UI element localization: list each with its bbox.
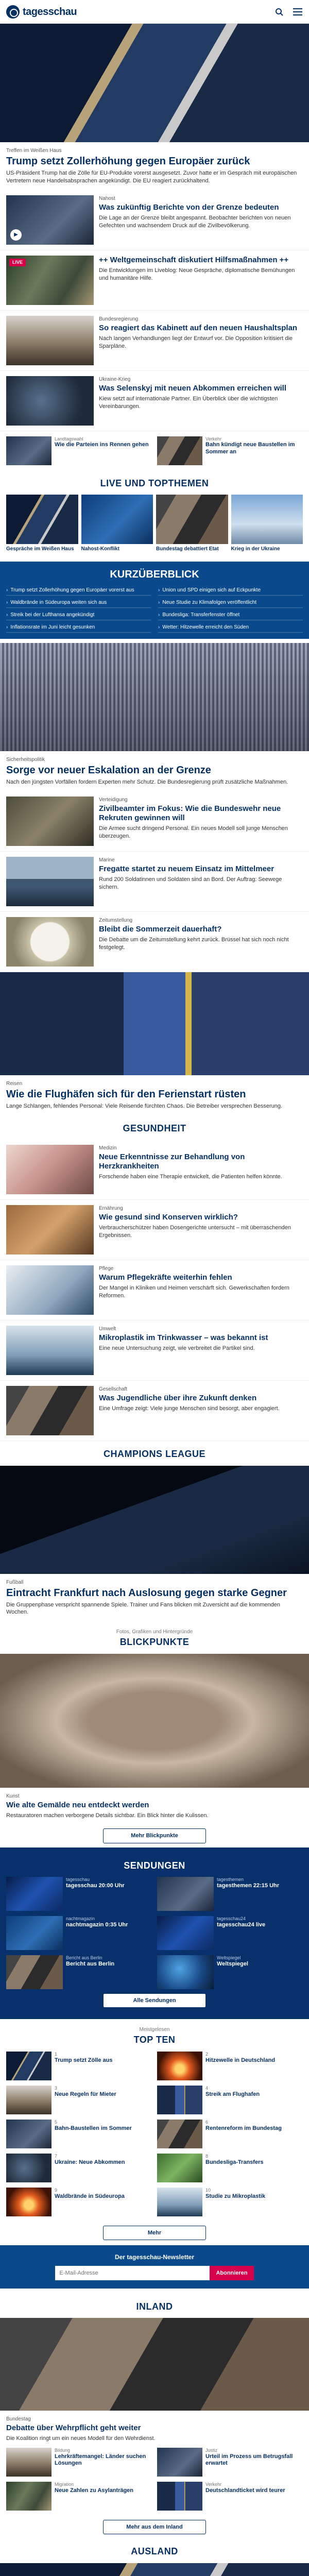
topten-item[interactable] bbox=[6, 2052, 152, 2080]
teaser-list-a bbox=[0, 190, 309, 470]
small-teaser[interactable] bbox=[157, 436, 303, 465]
sendung-item[interactable] bbox=[157, 1916, 303, 1950]
teaser-item[interactable] bbox=[0, 371, 309, 431]
feature-text: Lange Schlangen, fehlendes Personal: Viele Reisende fürchten Chaos. Die Betreiber versprechen Besserung. bbox=[6, 1103, 283, 1109]
teaser-text: Nach langen Verhandlungen liegt der Entwurf vor. Die Opposition kritisiert die Sparpläne. bbox=[99, 335, 293, 349]
topten-item[interactable] bbox=[6, 2188, 152, 2216]
topten-rank: 4 bbox=[205, 2085, 209, 2091]
topten-rank: 2 bbox=[205, 2051, 209, 2057]
blickpunkte-headline: Wie alte Gemälde neu entdeckt werden bbox=[6, 1800, 149, 1809]
teaser-item[interactable] bbox=[0, 791, 309, 852]
teaser-image bbox=[6, 195, 94, 245]
live-card[interactable] bbox=[231, 495, 303, 552]
logo[interactable] bbox=[6, 5, 77, 19]
teaser-headline: Bleibt die Sommerzeit dauerhaft? bbox=[99, 924, 222, 934]
feature-image bbox=[0, 643, 309, 751]
sendung-item[interactable] bbox=[6, 1916, 152, 1950]
section-title: KURZÜBERBLICK bbox=[110, 569, 199, 581]
topten-image bbox=[6, 2188, 52, 2216]
sendungen-section bbox=[0, 1848, 309, 2020]
hero-image bbox=[0, 24, 309, 142]
small-pair bbox=[0, 431, 309, 470]
sendung-item[interactable] bbox=[6, 1877, 152, 1911]
topten-image bbox=[6, 2154, 52, 2182]
teaser-headline: Fregatte startet zu neuem Einsatz im Mittelmeer bbox=[99, 864, 274, 873]
kurzueberblick-item[interactable]: › Inflationsrate im Juni leicht gesunken bbox=[6, 622, 151, 633]
teaser-item[interactable] bbox=[0, 852, 309, 912]
ausland-lead[interactable] bbox=[0, 2563, 309, 2576]
section-title: CHAMPIONS LEAGUE bbox=[103, 1449, 205, 1460]
section-title: BLICKPUNKTE bbox=[119, 1637, 190, 1648]
kurzueberblick-item[interactable]: › Neue Studie zu Klimafolgen veröffentlicht bbox=[158, 598, 303, 608]
inland-image bbox=[157, 2482, 202, 2511]
sendung-label: Bericht aus Berlin bbox=[66, 1961, 115, 1968]
teaser-topline: Zeitumstellung bbox=[99, 917, 133, 923]
play-icon: ▶ bbox=[10, 229, 22, 241]
topten-rank: 7 bbox=[55, 2153, 58, 2159]
live-card-image bbox=[231, 495, 303, 544]
teaser-topline: Nahost bbox=[99, 195, 115, 201]
live-card[interactable] bbox=[81, 495, 153, 552]
newsletter-subscribe-button[interactable]: Abonnieren bbox=[210, 2266, 253, 2280]
teaser-headline: Deutschlandticket wird teurer bbox=[205, 2487, 285, 2494]
teaser-headline: So reagiert das Kabinett auf den neuen Haushaltsplan bbox=[99, 323, 298, 332]
kurzueberblick-box bbox=[0, 562, 309, 639]
blickpunkte-section bbox=[0, 1621, 309, 1843]
teaser-topline: Bundesregierung bbox=[99, 316, 139, 322]
search-icon[interactable] bbox=[274, 7, 284, 17]
teaser-topline: Ernährung bbox=[99, 1206, 123, 1212]
teaser-headline: Zivilbeamter im Fokus: Wie die Bundeswehr neue Rekruten gewinnen will bbox=[99, 804, 281, 822]
teaser-image bbox=[6, 1265, 94, 1315]
feature-teaser[interactable] bbox=[0, 643, 309, 791]
teaser-text: Kiew setzt auf internationale Partner. Ein Überblick über die wichtigsten Vereinbarungen. bbox=[99, 395, 278, 410]
topten-label: Rentenreform im Bundestag bbox=[205, 2125, 282, 2131]
teaser-text: Die Koalition ringt um ein neues Modell für den Wehrdienst. bbox=[6, 2435, 156, 2442]
teaser-headline: Was Selenskyj mit neuen Abkommen erreichen will bbox=[99, 383, 287, 393]
feature-headline: Sorge vor neuer Eskalation an der Grenze bbox=[6, 765, 211, 776]
small-teaser-image bbox=[6, 436, 52, 465]
teaser-topline: Bildung bbox=[55, 2447, 71, 2453]
teaser-topline: Verkehr bbox=[205, 2481, 222, 2487]
topten-item[interactable] bbox=[157, 2188, 303, 2216]
small-teaser-topline: Verkehr bbox=[205, 436, 222, 442]
all-sendungen-button[interactable]: Alle Sendungen bbox=[103, 1993, 206, 2008]
ausland-section bbox=[0, 2538, 309, 2576]
newsletter-email-input[interactable] bbox=[55, 2266, 210, 2280]
teaser-topline: Umwelt bbox=[99, 1326, 116, 1332]
teaser-item[interactable] bbox=[0, 250, 309, 311]
inland-lead[interactable] bbox=[0, 2318, 309, 2448]
feature-headline: Wie die Flughäfen sich für den Ferienstart rüsten bbox=[6, 1088, 246, 1100]
topten-rank: 1 bbox=[55, 2051, 58, 2057]
teaser-headline: Neue Zahlen zu Asylanträgen bbox=[55, 2487, 134, 2494]
teaser-headline: Was Jugendliche über ihre Zukunft denken bbox=[99, 1394, 257, 1403]
live-card-label: Krieg in der Ukraine bbox=[231, 546, 280, 552]
teaser-topline: Justiz bbox=[205, 2447, 218, 2453]
more-blickpunkte-button[interactable]: Mehr Blickpunkte bbox=[103, 1828, 206, 1843]
section-title: SENDUNGEN bbox=[124, 1860, 185, 1871]
sendung-image bbox=[6, 1916, 63, 1950]
sendung-label: tagesthemen 22:15 Uhr bbox=[217, 1883, 280, 1889]
teaser-text: Eine neue Untersuchung zeigt, wie verbreitet die Partikel sind. bbox=[99, 1345, 255, 1352]
blickpunkte-image bbox=[0, 1654, 309, 1788]
sendung-item[interactable] bbox=[6, 1955, 152, 1989]
topten-rank: 3 bbox=[55, 2085, 58, 2091]
small-teaser-topline: Landtagswahl bbox=[55, 436, 83, 442]
teaser-headline: Warum Pflegekräfte weiterhin fehlen bbox=[99, 1273, 232, 1282]
sendung-image bbox=[157, 1916, 214, 1950]
topten-section bbox=[0, 2019, 309, 2240]
inland-item[interactable] bbox=[157, 2448, 303, 2477]
topten-label: Ukraine: Neue Abkommen bbox=[55, 2159, 125, 2165]
live-card-label: Gespräche im Weißen Haus bbox=[6, 546, 74, 552]
champions-text: Die Gruppenphase verspricht spannende Spiele. Trainer und Fans blicken mit Zuversicht auf die kommenden Wochen. bbox=[6, 1601, 280, 1616]
feature-topline: Reisen bbox=[6, 1080, 23, 1087]
teaser-text: Forschende haben eine Therapie entwickelt, die Patienten helfen könnte. bbox=[99, 1174, 282, 1180]
inland-image bbox=[6, 2448, 52, 2477]
teaser-text: Der Mangel in Kliniken und Heimen verschärft sich. Gewerkschaften fordern Reformen. bbox=[99, 1285, 289, 1299]
teaser-topline: Migration bbox=[55, 2481, 74, 2487]
teaser-headline: Urteil im Prozess um Betrugsfall erwartet bbox=[205, 2453, 293, 2466]
teaser-headline: ++ Weltgemeinschaft diskutiert Hilfsmaßnahmen ++ bbox=[99, 255, 289, 264]
inland-item[interactable] bbox=[6, 2448, 152, 2477]
live-card-image bbox=[81, 495, 153, 544]
topten-label: Hitzewelle in Deutschland bbox=[205, 2057, 276, 2063]
teaser-item[interactable] bbox=[0, 1140, 309, 1200]
teaser-image bbox=[6, 316, 94, 365]
topten-item[interactable] bbox=[157, 2086, 303, 2114]
champions-teaser[interactable] bbox=[0, 1466, 309, 1622]
blickpunkte-teaser[interactable] bbox=[0, 1654, 309, 1825]
topten-item[interactable] bbox=[157, 2052, 303, 2080]
teaser-text: Die Debatte um die Zeitumstellung kehrt zurück. Brüssel hat sich noch nicht festgelegt. bbox=[99, 936, 289, 951]
ausland-lead-image bbox=[0, 2563, 309, 2576]
teaser-image bbox=[6, 376, 94, 426]
sendung-item[interactable] bbox=[157, 1955, 303, 1989]
teaser-headline: Wie gesund sind Konserven wirklich? bbox=[99, 1213, 238, 1222]
feature-image bbox=[0, 972, 309, 1075]
topten-image bbox=[157, 2052, 202, 2080]
topten-rank: 8 bbox=[205, 2153, 209, 2159]
teaser-item[interactable] bbox=[0, 311, 309, 371]
live-card-label: Nahost-Konflikt bbox=[81, 546, 119, 552]
topten-item[interactable] bbox=[6, 2120, 152, 2148]
feature-text: Nach den jüngsten Vorfällen fordern Experten mehr Schutz. Die Bundesregierung prüft zusätzliche Maßnahmen. bbox=[6, 779, 288, 786]
sendung-image bbox=[157, 1877, 214, 1911]
sendung-sub: tagesschau24 bbox=[217, 1916, 246, 1922]
teaser-text: Rund 200 Soldatinnen und Soldaten sind an Bord. Der Auftrag: Seewege sichern. bbox=[99, 876, 282, 890]
topten-image bbox=[6, 2086, 52, 2114]
sendung-image bbox=[157, 1955, 214, 1989]
teaser-headline: Neue Erkenntnisse zur Behandlung von Herzkrankheiten bbox=[99, 1153, 245, 1171]
more-topten-button[interactable]: Mehr bbox=[103, 2226, 206, 2240]
hero-headline: Trump setzt Zollerhöhung gegen Europäer zurück bbox=[6, 156, 250, 167]
champions-section bbox=[0, 1441, 309, 1621]
teaser-topline: Gesellschaft bbox=[99, 1386, 128, 1393]
topten-label: Bundesliga-Transfers bbox=[205, 2159, 264, 2165]
champions-headline: Eintracht Frankfurt nach Auslosung gegen starke Gegner bbox=[6, 1587, 287, 1599]
topten-rank: 9 bbox=[55, 2187, 58, 2193]
teaser-image bbox=[6, 857, 94, 906]
teaser-image bbox=[6, 1326, 94, 1375]
topten-item[interactable] bbox=[6, 2086, 152, 2114]
teaser-headline: Was zukünftig Berichte von der Grenze bedeuten bbox=[99, 202, 279, 212]
live-badge: LIVE bbox=[9, 259, 26, 267]
topten-label: Waldbrände in Südeuropa bbox=[55, 2193, 125, 2199]
teaser-topline: Marine bbox=[99, 857, 115, 863]
header bbox=[0, 0, 309, 24]
topten-label: Trump setzt Zölle aus bbox=[55, 2057, 113, 2063]
topten-image bbox=[157, 2154, 202, 2182]
more-inland-button[interactable]: Mehr aus dem Inland bbox=[103, 2520, 206, 2534]
gesundheit-section bbox=[0, 1115, 309, 1441]
topten-image bbox=[157, 2086, 202, 2114]
teaser-image bbox=[6, 1386, 94, 1435]
topten-item[interactable] bbox=[6, 2154, 152, 2182]
kurzueberblick-item[interactable]: › Bundesliga: Transferfenster öffnet bbox=[158, 610, 303, 620]
blickpunkte-topline: Kunst bbox=[6, 1793, 20, 1799]
feature-topline: Sicherheitspolitik bbox=[6, 757, 45, 763]
inland-image bbox=[6, 2482, 52, 2511]
newsletter-box bbox=[0, 2245, 309, 2289]
teaser-topline: Pflege bbox=[99, 1266, 114, 1272]
header-actions bbox=[274, 7, 303, 17]
sendung-label: Weltspiegel bbox=[217, 1961, 248, 1968]
topten-label: Studie zu Mikroplastik bbox=[205, 2193, 266, 2199]
teaser-image bbox=[6, 1205, 94, 1255]
small-teaser-headline: Bahn kündigt neue Baustellen im Sommer an bbox=[205, 442, 295, 455]
teaser-item[interactable] bbox=[0, 1381, 309, 1441]
sendung-sub: tagesthemen bbox=[217, 1877, 244, 1883]
sendung-label: tagesschau 20:00 Uhr bbox=[66, 1883, 125, 1889]
teaser-headline: Lehrkräftemangel: Länder suchen Lösungen bbox=[55, 2453, 146, 2466]
teaser-text: Die Lage an der Grenze bleibt angespannt. Beobachter berichten von neuen Gefechten und wachsendem Druck auf die Zivilbevölkerung. bbox=[99, 214, 291, 229]
topten-rank: 10 bbox=[205, 2187, 211, 2193]
newsletter-title: Der tagesschau-Newsletter bbox=[114, 2253, 195, 2261]
topten-item[interactable] bbox=[157, 2154, 303, 2182]
hero-topline: Treffen im Weißen Haus bbox=[6, 148, 62, 154]
small-teaser[interactable] bbox=[6, 436, 152, 465]
logo-icon bbox=[6, 5, 20, 19]
sendung-sub: Bericht aus Berlin bbox=[66, 1955, 102, 1961]
kurzueberblick-item[interactable]: › Waldbrände in Südeuropa weiten sich aus bbox=[6, 598, 151, 608]
teaser-item[interactable] bbox=[0, 1320, 309, 1381]
kurzueberblick-item[interactable]: › Trump setzt Zollerhöhung gegen Europäer vorerst aus bbox=[6, 585, 151, 596]
live-card[interactable] bbox=[156, 495, 228, 552]
live-topthemen bbox=[0, 470, 309, 557]
section-title: AUSLAND bbox=[131, 2546, 178, 2557]
topten-item[interactable] bbox=[157, 2120, 303, 2148]
teaser-headline: Mikroplastik im Trinkwasser – was bekannt ist bbox=[99, 1333, 268, 1343]
teaser-text: Verbraucherschützer haben Dosengerichte untersucht – mit überraschenden Ergebnissen. bbox=[99, 1225, 291, 1239]
teaser-topline: Bundestag bbox=[6, 2416, 31, 2422]
teaser-topline: Verteidigung bbox=[99, 796, 128, 803]
sendung-item[interactable] bbox=[157, 1877, 303, 1911]
live-card-image bbox=[6, 495, 78, 544]
hero-text: US-Präsident Trump hat die Zölle für EU-Produkte vorerst ausgesetzt. Zuvor hatte er im Gespräch mit europäischen Vertretern neue Handelsabsprachen angekündigt. Die EU reagiert zurückhaltend. bbox=[6, 170, 297, 184]
teaser-topline: Medizin bbox=[99, 1145, 117, 1151]
teaser-item[interactable] bbox=[0, 1200, 309, 1260]
champions-topline: Fußball bbox=[6, 1579, 24, 1585]
small-teaser-image bbox=[157, 436, 202, 465]
topten-image bbox=[6, 2120, 52, 2148]
logo-text: tagesschau bbox=[23, 6, 77, 18]
topten-image bbox=[157, 2120, 202, 2148]
section-title: LIVE UND TOPTHEMEN bbox=[100, 478, 209, 488]
teaser-text: Eine Umfrage zeigt: Viele junge Menschen sind besorgt, aber engagiert. bbox=[99, 1405, 280, 1412]
section-subtitle: Meistgelesen bbox=[139, 2027, 170, 2033]
section-title: TOP TEN bbox=[133, 2035, 176, 2045]
sendung-label: nachtmagazin 0:35 Uhr bbox=[66, 1922, 128, 1928]
teaser-image bbox=[6, 1145, 94, 1194]
topten-rank: 5 bbox=[55, 2119, 58, 2125]
teaser-list-b bbox=[0, 791, 309, 972]
kurzueberblick-item[interactable]: › Streik bei der Lufthansa angekündigt bbox=[6, 610, 151, 620]
sendung-sub: nachtmagazin bbox=[66, 1916, 95, 1922]
topten-image bbox=[6, 2052, 52, 2080]
inland-item[interactable] bbox=[6, 2482, 152, 2511]
inland-lead-image bbox=[0, 2318, 309, 2411]
feature-teaser-2[interactable] bbox=[0, 972, 309, 1115]
teaser-image bbox=[6, 917, 94, 967]
teaser-item[interactable] bbox=[0, 190, 309, 250]
live-card-label: Bundestag debattiert Etat bbox=[156, 546, 219, 552]
teaser-text: Die Entwicklungen im Liveblog: Neue Gespräche, diplomatische Bemühungen und humanitäre Hilfe. bbox=[99, 267, 295, 281]
teaser-text: Die Armee sucht dringend Personal. Ein neues Modell soll junge Menschen überzeugen. bbox=[99, 825, 288, 839]
kurzueberblick-item[interactable]: › Wetter: Hitzewelle erreicht den Süden bbox=[158, 622, 303, 633]
inland-image bbox=[157, 2448, 202, 2477]
section-title: GESUNDHEIT bbox=[123, 1123, 186, 1133]
topten-rank: 6 bbox=[205, 2119, 209, 2125]
teaser-item[interactable] bbox=[0, 912, 309, 972]
blickpunkte-text: Restauratoren machen verborgene Details sichtbar. Ein Blick hinter die Kulissen. bbox=[6, 1812, 209, 1819]
teaser-headline: Debatte über Wehrpflicht geht weiter bbox=[6, 2424, 141, 2433]
kurzueberblick-item[interactable]: › Union und SPD einigen sich auf Eckpunkte bbox=[158, 585, 303, 596]
section-subtitle: Fotos, Grafiken und Hintergründe bbox=[116, 1629, 193, 1635]
small-teaser-headline: Wie die Parteien ins Rennen gehen bbox=[55, 442, 149, 448]
inland-section bbox=[0, 2294, 309, 2535]
teaser-topline: Ukraine-Krieg bbox=[99, 376, 131, 382]
section-title: INLAND bbox=[136, 2301, 173, 2312]
sendung-sub: Weltspiegel bbox=[217, 1955, 241, 1961]
sendung-image bbox=[6, 1955, 63, 1989]
inland-item[interactable] bbox=[157, 2482, 303, 2511]
teaser-image bbox=[6, 796, 94, 846]
teaser-image bbox=[6, 256, 94, 305]
topten-label: Streik am Flughafen bbox=[205, 2091, 260, 2097]
topten-label: Neue Regeln für Mieter bbox=[55, 2091, 116, 2097]
sendung-sub: tagesschau bbox=[66, 1877, 90, 1883]
menu-icon[interactable] bbox=[293, 7, 303, 17]
live-card-image bbox=[156, 495, 228, 544]
sendung-label: tagesschau24 live bbox=[217, 1922, 266, 1928]
topten-image bbox=[157, 2188, 202, 2216]
live-card[interactable] bbox=[6, 495, 78, 552]
teaser-item[interactable] bbox=[0, 1260, 309, 1320]
hero-teaser[interactable] bbox=[0, 24, 309, 190]
topten-label: Bahn-Baustellen im Sommer bbox=[55, 2125, 132, 2131]
sendung-image bbox=[6, 1877, 63, 1911]
champions-image bbox=[0, 1466, 309, 1574]
